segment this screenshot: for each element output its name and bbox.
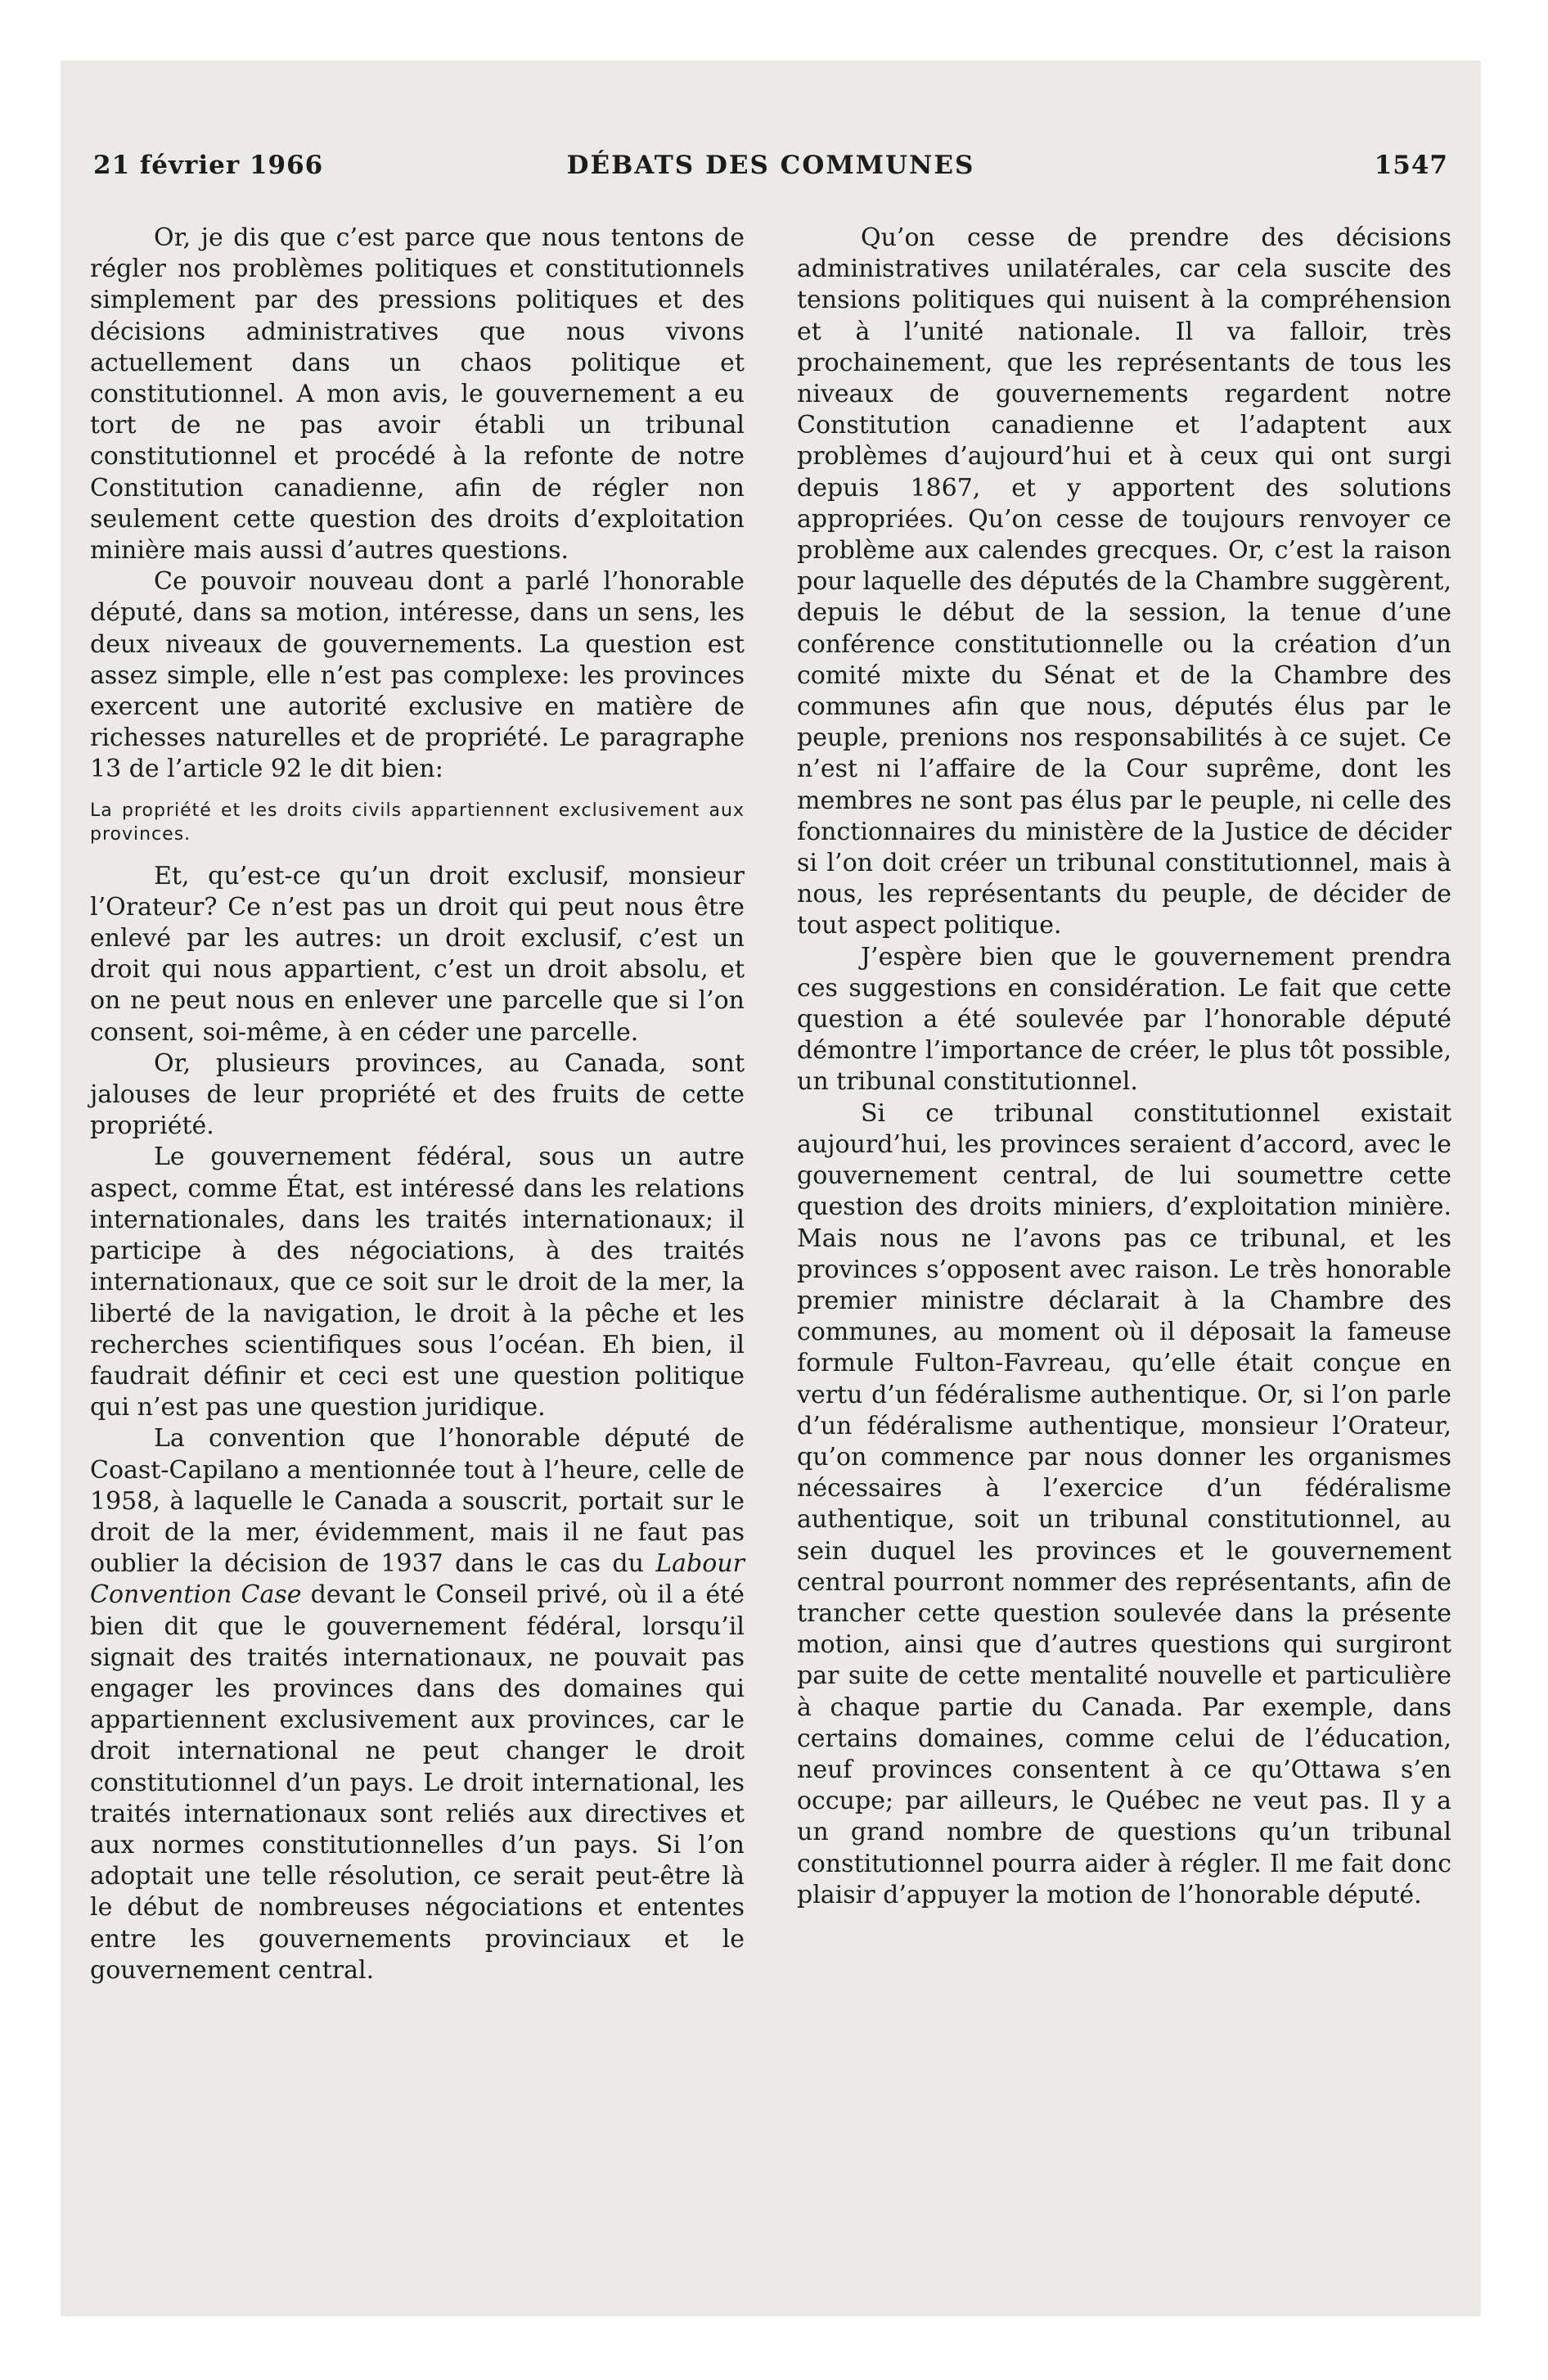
page-sheet	[61, 61, 1481, 2316]
right-paragraph-2: J’espère bien que le gouvernement prendra ces suggestions en considération. Le fait que cette question a été soulevée par l’honorable député démontre l’importance de créer, le plus tôt possible, un tribunal constitutionnel.	[797, 942, 1451, 1097]
left-column	[90, 223, 745, 1986]
left-paragraph-1: Or, je dis que c’est parce que nous tentons de régler nos problèmes politiques et constitutionnels simplement par des pressions politiques et des décisions administratives que nous vivons actuellement dans un chaos politique et constitutionnel. A mon avis, le gouvernement a eu tort de ne pas avoir établi un tribunal constitutionnel et procédé à la refonte de notre Constitution canadienne, afin de régler non seulement cette question des droits d’exploitation minière mais aussi d’autres questions.	[90, 223, 745, 566]
left-paragraph-4: Or, plusieurs provinces, au Canada, sont jalouses de leur propriété et des fruits de cette propriété.	[90, 1048, 745, 1141]
page-header	[93, 151, 1448, 187]
left-paragraph-2: Ce pouvoir nouveau dont a parlé l’honorable député, dans sa motion, intéresse, dans un sens, les deux niveaux de gouvernements. La question est assez simple, elle n’est pas complexe: les provinces exercent une autorité exclusive en matière de richesses naturelles et de propriété. Le paragraphe 13 de l’article 92 le dit bien:	[90, 567, 745, 784]
page-number: 1547	[1374, 151, 1448, 180]
left-paragraph-6-end: devant le Conseil privé, où il a été bien dit que le gouvernement fédéral, lorsqu’il signait des traités internationaux, ne pouvait pas engager les provinces dans des domaines qui appartiennent exclusivement aux provinces, car le droit international ne peut changer le droit constitutionnel d’un pays. Le droit international, les traités internationaux sont reliés aux directives et aux normes constitutionnelles d’un pays. Si l’on adoptait une telle résolution, ce serait peut-être là le début de nombreuses négociations et ententes entre les gouvernements provinciaux et le gouvernement central.	[90, 1580, 745, 1985]
left-paragraph-5: Le gouvernement fédéral, sous un autre aspect, comme État, est intéressé dans les relations internationales, dans les traités internationaux; il participe à des négociations, à des traités internationaux, que ce soit sur le droit de la mer, la liberté de la navigation, le droit à la pêche et les recherches scientifiques sous l’océan. Eh bien, il faudrait définir et ceci est une question politique qui n’est pas une question juridique.	[90, 1143, 745, 1422]
left-paragraph-6	[90, 1423, 745, 1986]
header-date: 21 février 1966	[93, 151, 324, 180]
case-name: Labour Convention Case	[90, 1549, 745, 1610]
right-column	[797, 223, 1451, 1911]
article-quote: La propriété et les droits civils appartiennent exclusivement aux provinces.	[90, 800, 745, 845]
right-paragraph-1: Qu’on cesse de prendre des décisions administratives unilatérales, car cela suscite des tensions politiques qui nuisent à la compréhension et à l’unité nationale. Il va falloir, très prochainement, que les représentants de tous les niveaux de gouvernements regardent notre Constitution canadienne et l’adaptent aux problèmes d’aujourd’hui et à ceux qui ont surgi depuis 1867, et y apportent des solutions appropriées. Qu’on cesse de toujours renvoyer ce problème aux calendes grecques. Or, c’est la raison pour laquelle des députés de la Chambre suggèrent, depuis le début de la session, la tenue d’une conférence constitutionnelle ou la création d’un comité mixte du Sénat et de la Chambre des communes afin que nous, députés élus par le peuple, prenions nos responsabilités à ce sujet. Ce n’est ni l’affaire de la Cour suprême, dont les membres ne sont pas élus par le peuple, ni celle des fonctionnaires du ministère de la Justice de décider si l’on doit créer un tribunal constitutionnel, mais à nous, les représentants du peuple, de décider de tout aspect politique.	[797, 223, 1451, 940]
left-paragraph-6-start: La convention que l’honorable député de Coast-Capilano a mentionnée tout à l’heure, celle de 1958, à laquelle le Canada a souscrit, portait sur le droit de la mer, évidemment, mais il ne faut pas oublier la décision de 1937 dans le cas du	[90, 1424, 745, 1579]
left-paragraph-3: Et, qu’est-ce qu’un droit exclusif, monsieur l’Orateur? Ce n’est pas un droit qui peut nous être enlevé par les autres: un droit exclusif, c’est un droit qui nous appartient, c’est un droit absolu, et on ne peut nous en enlever une parcelle que si l’on consent, soi-même, à en céder une parcelle.	[90, 861, 745, 1047]
right-paragraph-3: Si ce tribunal constitutionnel existait aujourd’hui, les provinces seraient d’accord, avec le gouvernement central, de lui soumettre cette question des droits miniers, d’exploitation minière. Mais nous ne l’avons pas ce tribunal, et les provinces s’opposent avec raison. Le très honorable premier ministre déclarait à la Chambre des communes, au moment où il déposait la fameuse formule Fulton-Favreau, qu’elle était conçue en vertu d’un fédéralisme authentique. Or, si l’on parle d’un fédéralisme authentique, monsieur l’Orateur, qu’on commence par nous donner les organismes nécessaires à l’exercice d’un fédéralisme authentique, soit un tribunal constitutionnel, au sein duquel les provinces et le gouvernement central pourront nommer des représentants, afin de trancher cette question soulevée dans la présente motion, ainsi que d’autres questions qui surgiront par suite de cette mentalité nouvelle et particulière à chaque partie du Canada. Par exemple, dans certains domaines, comme celui de l’éducation, neuf provinces consentent à ce qu’Ottawa s’en occupe; par ailleurs, le Québec ne veut pas. Il y a un grand nombre de questions qu’un tribunal constitutionnel pourra aider à régler. Il me fait donc plaisir d’appuyer la motion de l’honorable député.	[797, 1098, 1451, 1909]
header-title: DÉBATS DES COMMUNES	[566, 151, 975, 180]
